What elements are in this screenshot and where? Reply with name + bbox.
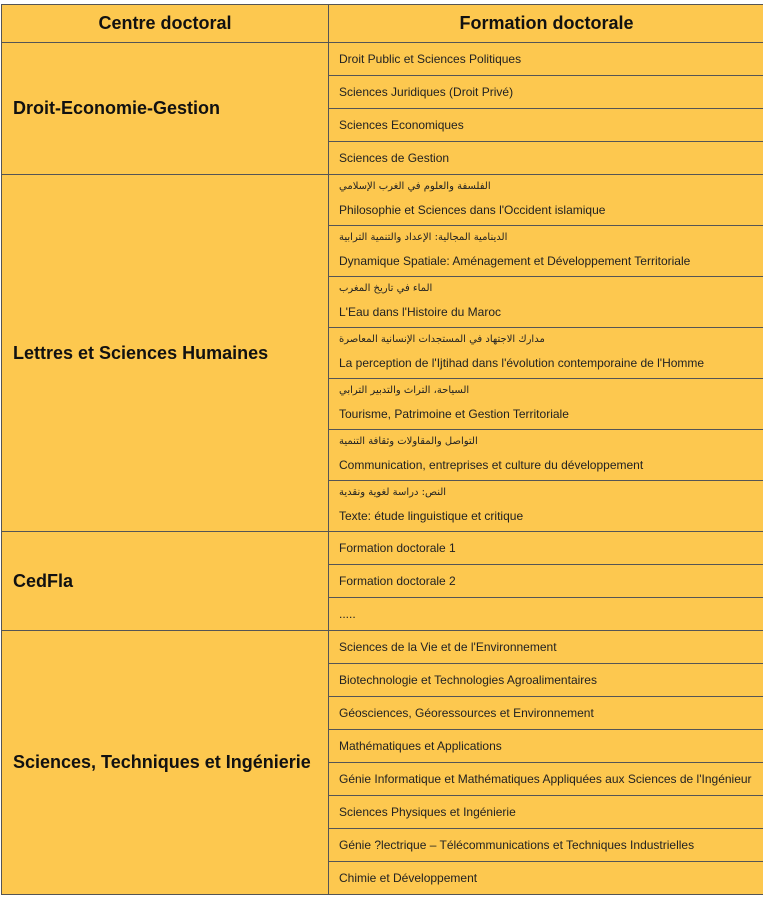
formation-cell: Génie ?lectrique – Télécommunications et Techniques Industrielles — [329, 829, 763, 862]
doctoral-table — [1, 4, 763, 895]
formation-cell: Mathématiques et Applications — [329, 730, 763, 763]
formation-french: L'Eau dans l'Histoire du Maroc — [339, 305, 501, 319]
formation-cell: Biotechnologie et Technologies Agroalimentaires — [329, 664, 763, 697]
formation-cell: Chimie et Développement — [329, 862, 763, 895]
table-header-row — [2, 5, 763, 43]
formation-cell: Sciences Economiques — [329, 109, 763, 142]
formation-french: La perception de l'Ijtihad dans l'évolution contemporaine de l'Homme — [339, 356, 705, 370]
centre-sciences-techniques-ingenierie: Sciences, Techniques et Ingénierie — [2, 631, 329, 895]
formation-arabic: الفلسفة والعلوم في الغرب الإسلامي — [339, 181, 491, 192]
formation-cell: Formation doctorale 2 — [329, 565, 763, 598]
formation-french: Communication, entreprises et culture du développement — [339, 458, 644, 472]
formation-cell — [329, 277, 763, 328]
formation-arabic: الدينامية المجالية: الإعداد والتنمية الترابية — [339, 232, 508, 243]
formation-cell — [329, 175, 763, 226]
centre-cedfla: CedFla — [2, 532, 329, 631]
formation-cell: Formation doctorale 1 — [329, 532, 763, 565]
table-row — [2, 631, 763, 664]
header-centre-doctoral: Centre doctoral — [2, 5, 329, 43]
formation-french: Texte: étude linguistique et critique — [339, 509, 524, 523]
formation-french: Tourisme, Patrimoine et Gestion Territoriale — [339, 407, 569, 421]
formation-cell: Génie Informatique et Mathématiques Appliquées aux Sciences de l'Ingénieur — [329, 763, 763, 796]
header-formation-doctorale: Formation doctorale — [329, 5, 763, 43]
formation-cell — [329, 328, 763, 379]
formation-cell: Droit Public et Sciences Politiques — [329, 43, 763, 76]
centre-droit-economie-gestion: Droit-Economie-Gestion — [2, 43, 329, 175]
formation-cell: Sciences Physiques et Ingénierie — [329, 796, 763, 829]
formation-cell — [329, 379, 763, 430]
formation-cell: ..... — [329, 598, 763, 631]
table-row — [2, 43, 763, 76]
table-row — [2, 532, 763, 565]
formation-arabic: النص: دراسة لغوية ونقدية — [339, 487, 447, 498]
table-row — [2, 175, 763, 226]
formation-arabic: الماء في تاريخ المغرب — [339, 283, 433, 294]
formation-cell: Sciences Juridiques (Droit Privé) — [329, 76, 763, 109]
formation-cell — [329, 481, 763, 532]
formation-cell: Sciences de la Vie et de l'Environnement — [329, 631, 763, 664]
formation-cell — [329, 226, 763, 277]
formation-cell: Sciences de Gestion — [329, 142, 763, 175]
formation-arabic: التواصل والمقاولات وثقافة التنمية — [339, 436, 478, 447]
formation-cell — [329, 430, 763, 481]
formation-french: Philosophie et Sciences dans l'Occident islamique — [339, 203, 606, 217]
formation-french: Dynamique Spatiale: Aménagement et Développement Territoriale — [339, 254, 691, 268]
formation-arabic: السياحة، التراث والتدبير الترابي — [339, 385, 470, 396]
formation-arabic: مدارك الاجتهاد في المستجدات الإنسانية المعاصرة — [339, 334, 545, 345]
centre-lettres-sciences-humaines: Lettres et Sciences Humaines — [2, 175, 329, 532]
formation-cell: Géosciences, Géoressources et Environnement — [329, 697, 763, 730]
